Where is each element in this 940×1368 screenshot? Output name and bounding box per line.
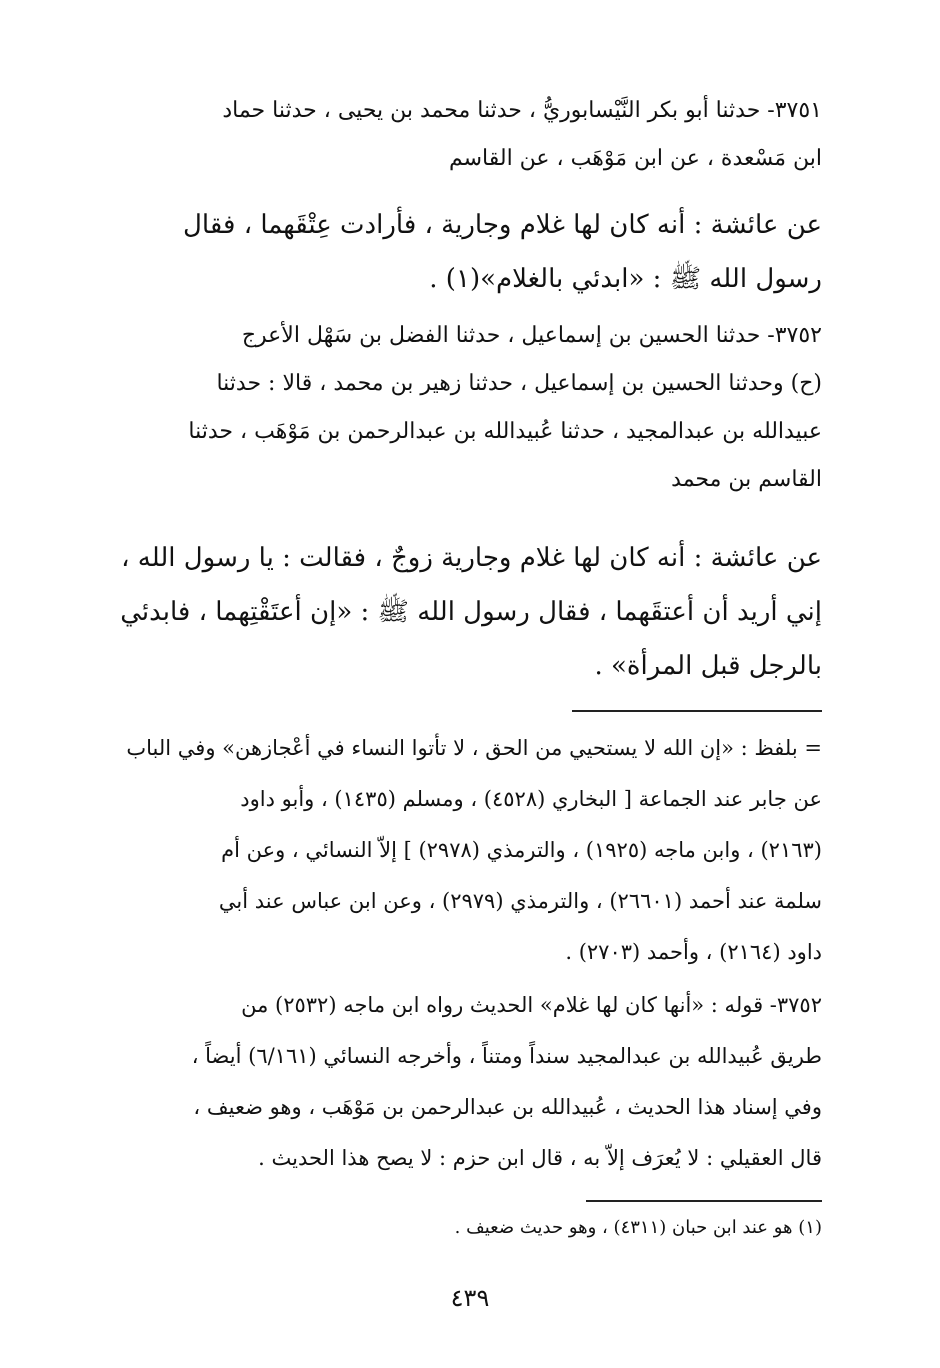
footnote-3752 (110, 980, 822, 1184)
footnote-1 (110, 1213, 822, 1243)
page-number: ٤٣٩ (450, 1284, 490, 1312)
text-line: رسول الله ﷺ : «ابدئي بالغلام»(١) . (429, 264, 822, 294)
hadith-3751-matn (110, 198, 822, 306)
hadith-3752-isnad (110, 312, 822, 504)
text-line: عبيدالله بن عبدالمجيد ، حدثنا عُبيدالله بن عبدالرحمن بن مَوْهَب ، حدثنا (188, 419, 822, 444)
text-line: عن عائشة : أنه كان لها غلام وجارية زوجٌ ، فقالت : يا رسول الله ، (121, 543, 822, 573)
text-line: ٣٧٥١- حدثنا أبو بكر النَّيْسابوريُّ ، حدثنا محمد بن يحيى ، حدثنا حماد (222, 98, 822, 123)
text-line: وفي إسناد هذا الحديث ، عُبيدالله بن عبدالرحمن بن مَوْهَب ، وهو ضعيف ، (193, 1095, 822, 1119)
text-line: (ح) وحدثنا الحسين بن إسماعيل ، حدثنا زهير بن محمد ، قالا : حدثنا (216, 371, 822, 396)
text-line: عن عائشة : أنه كان لها غلام وجارية ، فأرادت عِتْقَهما ، فقال (183, 210, 822, 240)
text-line: ابن مَسْعدة ، عن ابن مَوْهَب ، عن القاسم (448, 146, 822, 171)
text-line: قال العقيلي : لا يُعرَف إلاّ به ، قال ابن حزم : لا يصح هذا الحديث . (258, 1146, 822, 1170)
text-line: (٢١٦٣) ، وابن ماجه (١٩٢٥) ، والترمذي (٢٩٧٨) ] إلاّ النسائي ، وعن أم (221, 838, 822, 862)
hadith-3751-isnad (110, 87, 822, 183)
text-line: ٣٧٥٢- حدثنا الحسين بن إسماعيل ، حدثنا الفضل بن سَهْل الأعرج (241, 323, 822, 348)
text-line: طريق عُبيدالله بن عبدالمجيد سنداً ومتناً ، وأخرجه النسائي (٦/١٦١) أيضاً ، (191, 1044, 822, 1068)
text-line: القاسم بن محمد (671, 467, 822, 492)
footnote-separator-2 (586, 1200, 822, 1202)
footnote-continued (110, 723, 822, 978)
text-line: عن جابر عند الجماعة [ البخاري (٤٥٢٨) ، ومسلم (١٤٣٥) ، وأبو داود (240, 787, 822, 811)
text-line: بالرجل قبل المرأة» . (594, 651, 822, 681)
text-line: إني أريد أن أعتقَهما ، فقال رسول الله ﷺ : «إن أعتَقْتِهما ، فابدئي (120, 597, 822, 627)
text-line: سلمة عند أحمد (٢٦٦٠١) ، والترمذي (٢٩٧٩) ، وعن ابن عباس عند أبي (218, 889, 822, 913)
footnote-separator (572, 710, 822, 712)
text-line: ٣٧٥٢- قوله : «أنها كان لها غلام» الحديث رواه ابن ماجه (٢٥٣٢) من (241, 993, 822, 1017)
text-line: (١) هو عند ابن حبان (٤٣١١) ، وهو حديث ضعيف . (454, 1217, 822, 1238)
hadith-3752-matn (110, 531, 822, 693)
text-line: = بلفظ : «إن الله لا يستحيي من الحق ، لا تأتوا النساء في أعْجازهن» وفي الباب (126, 736, 822, 760)
text-line: داود (٢١٦٤) ، وأحمد (٢٧٠٣) . (565, 940, 822, 964)
